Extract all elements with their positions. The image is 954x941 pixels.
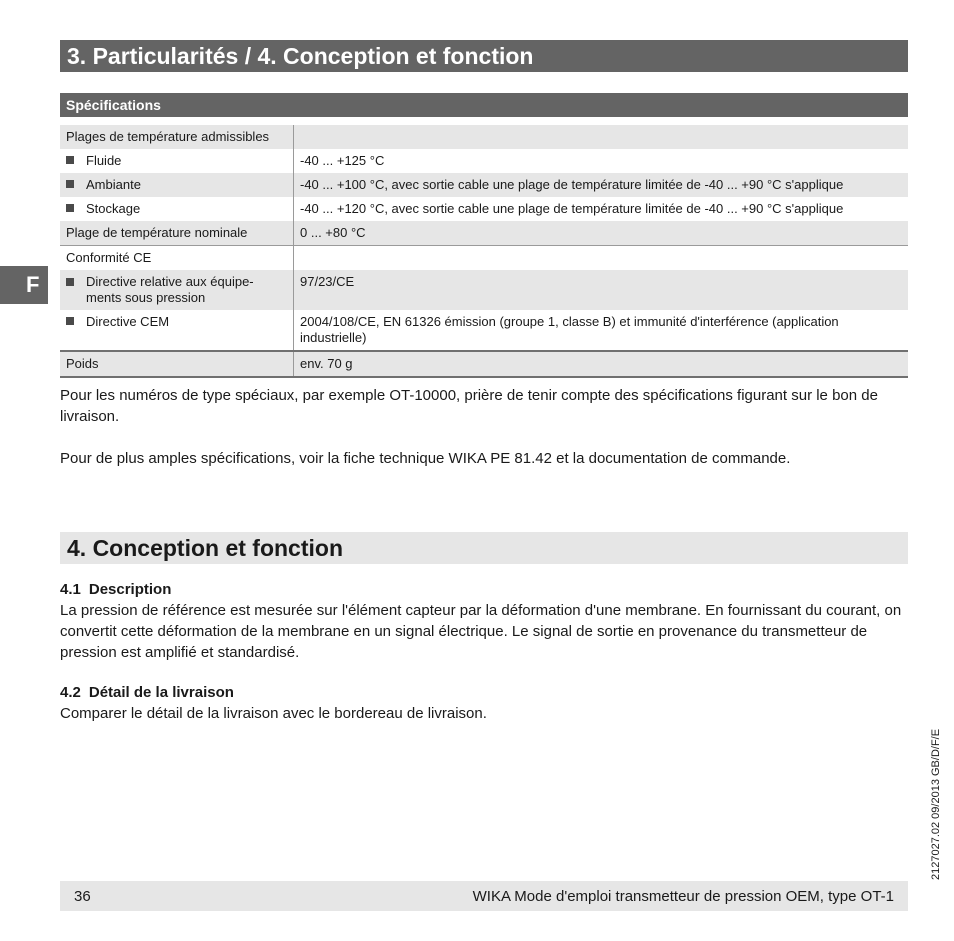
bullet-icon bbox=[66, 204, 74, 212]
note-special-types: Pour les numéros de type spéciaux, par exemple OT-10000, prière de tenir compte des spécifications figurant sur le bon de livraison. bbox=[60, 387, 878, 425]
spec-label: Poids bbox=[60, 351, 294, 377]
spec-label: Ambiante bbox=[86, 177, 141, 192]
bullet-icon bbox=[66, 156, 74, 164]
table-row bbox=[60, 173, 908, 197]
specs-header: Spécifications bbox=[60, 93, 908, 117]
spec-value: 2004/108/CE, EN 61326 émission (groupe 1, classe B) et immunité d'interférence (application industrielle) bbox=[300, 314, 839, 345]
spec-label: Stockage bbox=[86, 201, 141, 216]
language-tab bbox=[0, 266, 48, 304]
spec-value: -40 ... +100 °C, avec sortie cable une plage de température limitée de -40 ... +90 °C s'applique bbox=[294, 173, 909, 197]
spec-label: Plages de température admissibles bbox=[60, 125, 294, 149]
table-row bbox=[60, 351, 908, 377]
bullet-icon bbox=[66, 180, 74, 188]
spec-label: Fluide bbox=[86, 153, 122, 168]
description-text: La pression de référence est mesurée sur l'élément capteur par la déformation d'une membrane. En fournissant du courant, on convertit cette déformation de la membrane en un signal électrique. Le signal de sortie en provenance du transmetteur de pression est amplifié et standardisé. bbox=[60, 602, 902, 661]
table-row bbox=[60, 310, 908, 351]
spec-label: Directive CEM bbox=[86, 314, 170, 329]
table-row bbox=[60, 125, 908, 149]
table-row bbox=[60, 221, 908, 246]
spec-label: Conformité CE bbox=[60, 246, 294, 271]
subsection-title: Description bbox=[88, 581, 172, 598]
spec-value bbox=[294, 125, 909, 149]
section-4-title: 4. Conception et fonction bbox=[60, 532, 908, 564]
section-banner: 3. Particularités / 4. Conception et fonction bbox=[60, 40, 908, 72]
subsection-delivery-heading bbox=[60, 683, 234, 703]
spec-value: -40 ... +125 °C bbox=[300, 153, 385, 168]
subsection-description-heading bbox=[60, 580, 171, 600]
bullet-icon bbox=[66, 278, 74, 286]
document-code: 2127027.02 09/2013 GB/D/F/E bbox=[930, 728, 942, 880]
page-footer bbox=[60, 881, 908, 911]
table-row bbox=[60, 197, 908, 221]
table-row bbox=[60, 149, 908, 173]
subsection-title: Détail de la livraison bbox=[88, 684, 234, 701]
page-number: 36 bbox=[74, 887, 91, 905]
spec-value: -40 ... +120 °C, avec sortie cable une plage de température limitée de -40 ... +90 °C s'applique bbox=[300, 201, 844, 216]
spec-value bbox=[294, 246, 909, 271]
spec-label: Directive relative aux équipe-ments sous pression bbox=[86, 274, 254, 305]
spec-label: Plage de température nominale bbox=[60, 221, 294, 246]
spec-value: 97/23/CE bbox=[294, 270, 909, 310]
subsection-number: 4.2 bbox=[60, 684, 81, 701]
specs-table bbox=[60, 125, 908, 378]
table-row bbox=[60, 246, 908, 271]
bullet-icon bbox=[66, 317, 74, 325]
note-datasheet: Pour de plus amples spécifications, voir la fiche technique WIKA PE 81.42 et la documentation de commande. bbox=[60, 450, 791, 467]
spec-value: env. 70 g bbox=[294, 351, 909, 377]
spec-value: 0 ... +80 °C bbox=[294, 221, 909, 246]
subsection-number: 4.1 bbox=[60, 581, 81, 598]
language-tab-label: F bbox=[26, 272, 40, 297]
table-row bbox=[60, 270, 908, 310]
footer-title: WIKA Mode d'emploi transmetteur de pression OEM, type OT-1 bbox=[472, 887, 894, 905]
delivery-text: Comparer le détail de la livraison avec le bordereau de livraison. bbox=[60, 705, 487, 722]
